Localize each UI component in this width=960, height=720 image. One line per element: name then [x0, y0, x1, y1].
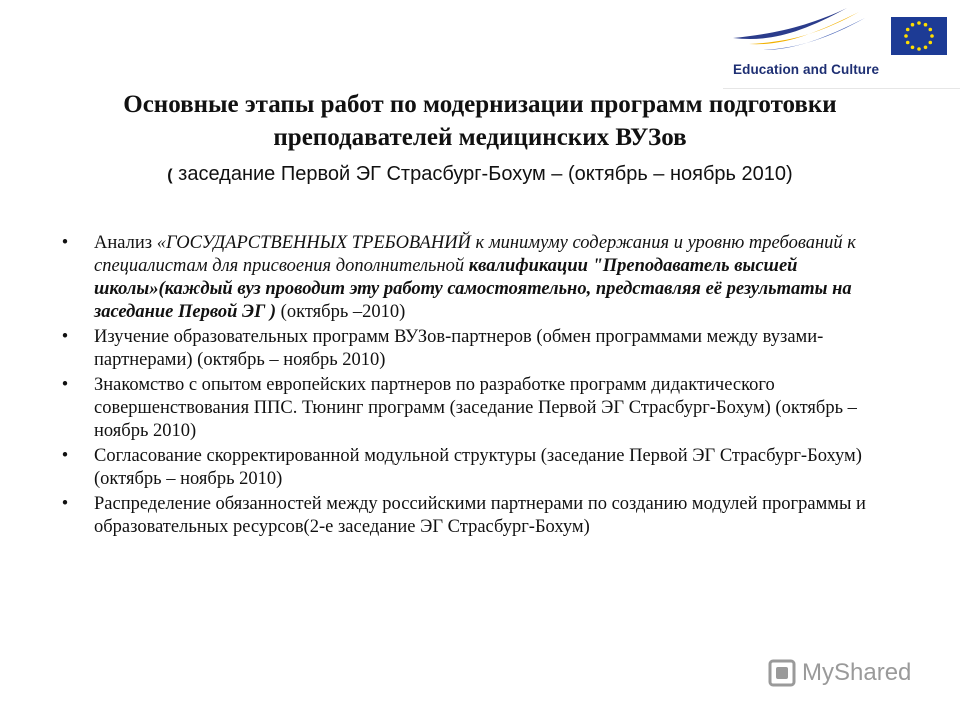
bullet-text-bold-italic: квалификации "Преподаватель высшей школы»(каждый вуз проводит эту работу самостоятельно, представляя её результаты на заседание Первой ЭГ ): [94, 256, 852, 322]
education-culture-logo: [723, 0, 960, 89]
bullet-item: [58, 232, 908, 324]
myshared-watermark: [768, 656, 911, 690]
bullet-text: Изучение образовательных программ ВУЗов-партнеров (обмен программами между вузами-партнерами) (октябрь – ноябрь 2010): [94, 327, 824, 370]
subtitle-text: заседание Первой ЭГ Страсбург-Бохум – (октябрь – ноябрь 2010): [172, 163, 793, 185]
watermark-text: MyShared: [802, 659, 912, 686]
bullet-icon: •: [61, 446, 69, 466]
swoosh-logo-icon: [729, 4, 869, 60]
bullet-item: [58, 326, 908, 372]
bullet-text-plain: Анализ: [94, 233, 157, 253]
eu-flag-icon: [891, 17, 947, 55]
subtitle-open-paren: (: [167, 167, 173, 184]
bullet-text: Распределение обязанностей между российскими партнерами по созданию модулей программы и образовательных ресурсов(2-е заседание ЭГ Страсбург-Бохум): [94, 494, 866, 537]
bullet-text-italic: «ГОСУДАРСТВЕННЫХ ТРЕБОВАНИЙ к минимуму содержания и уровню требований к специалистам для присвоения дополнительной: [94, 233, 856, 276]
bullet-icon: •: [61, 494, 69, 514]
bullet-icon: •: [61, 233, 69, 253]
bullet-text-date: (октябрь –2010): [276, 302, 406, 322]
bullet-icon: •: [61, 327, 69, 347]
bullet-icon: •: [61, 375, 69, 395]
bullet-item: [58, 374, 908, 443]
bullet-list: [58, 232, 908, 541]
bullet-item: [58, 445, 908, 491]
bullet-text: Согласование скорректированной модульной структуры (заседание Первой ЭГ Страсбург-Бохум) (октябрь – ноябрь 2010): [94, 446, 862, 489]
slide-subtitle: [40, 161, 920, 189]
slide-title: Основные этапы работ по модернизации программ подготовки преподавателей медицинских ВУЗов: [123, 91, 837, 151]
myshared-logo-icon: [768, 659, 796, 687]
bullet-text: Знакомство с опытом европейских партнеров по разработке программ дидактического совершенствования ППС. Тюнинг программ (заседание Первой ЭГ Страсбург-Бохум) (октябрь – ноябрь 2010): [94, 375, 857, 441]
bullet-item: [58, 493, 908, 539]
logo-caption: Education and Culture: [733, 62, 880, 77]
